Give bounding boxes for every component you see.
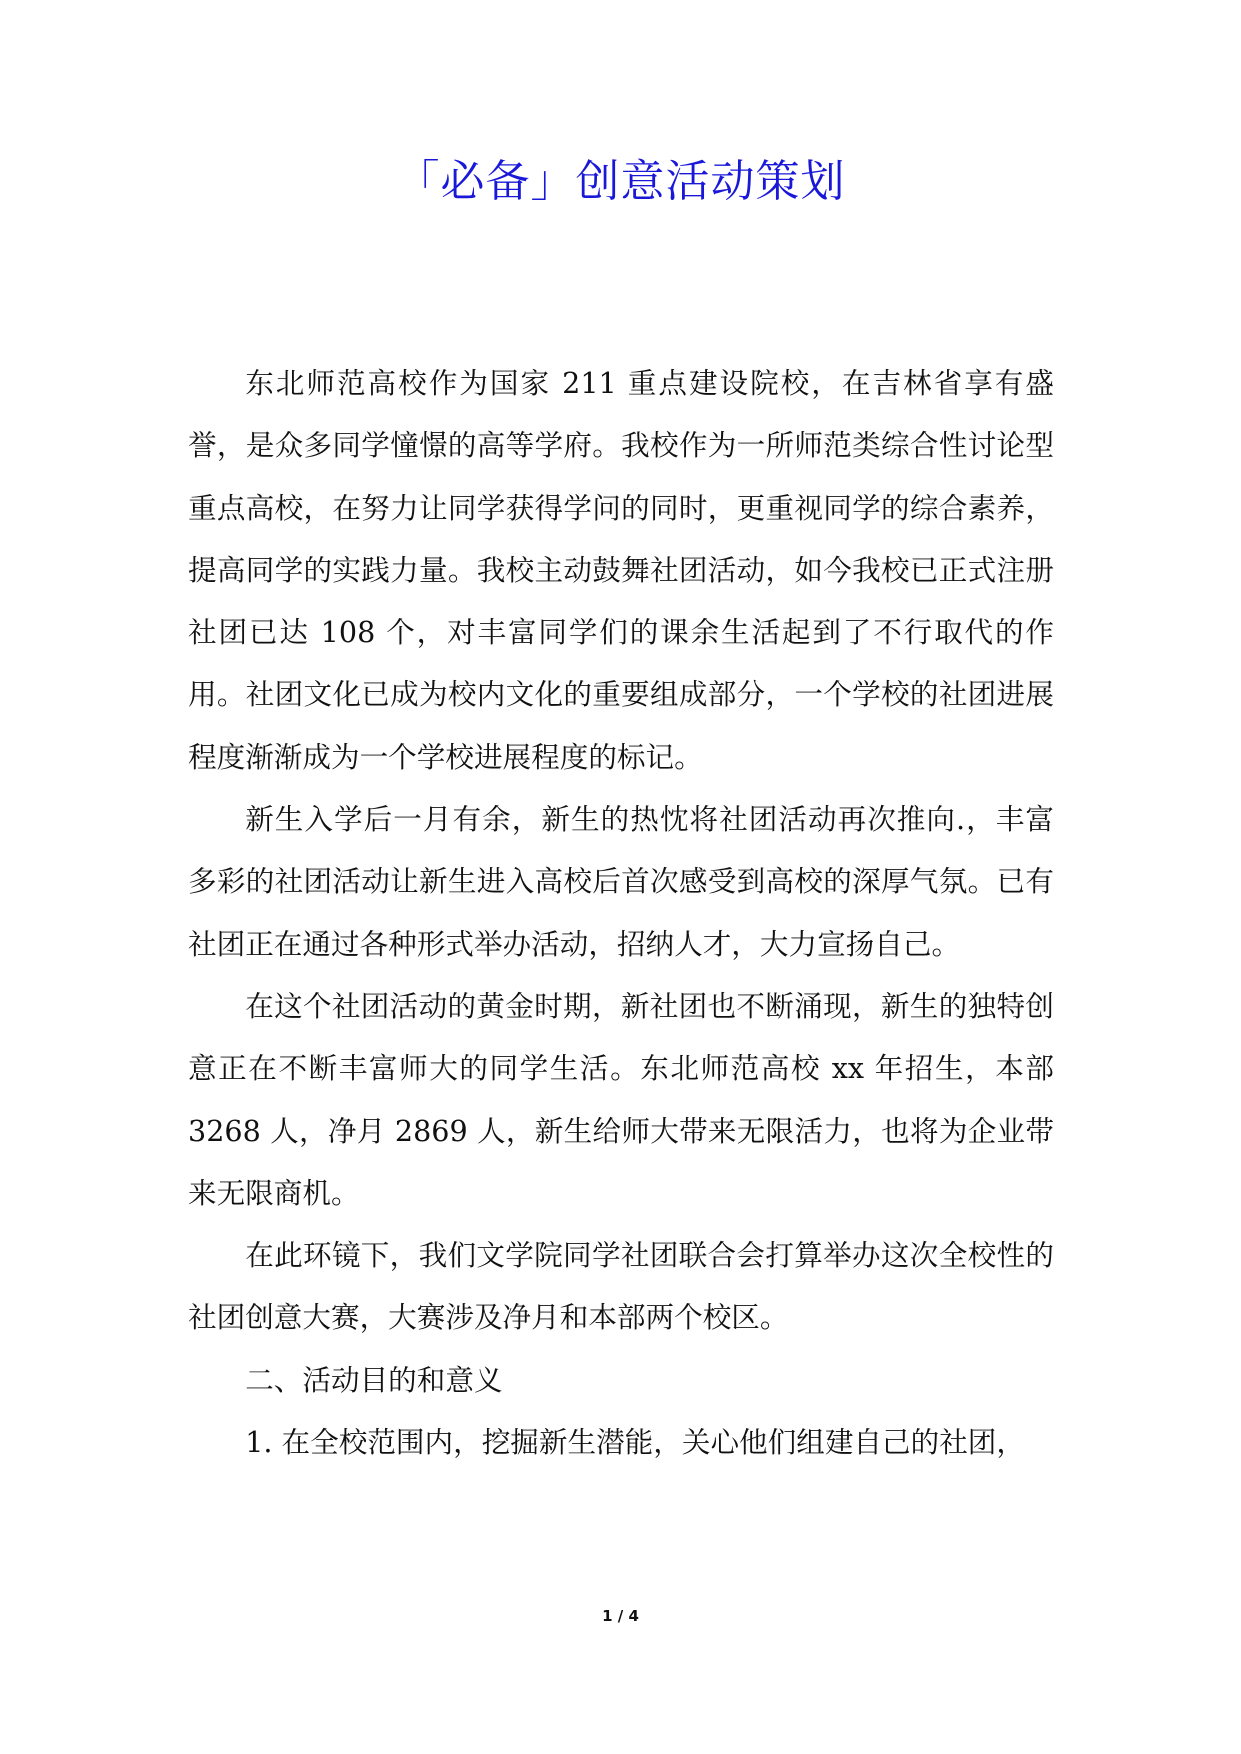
section-heading-purpose: 二、活动目的和意义 <box>245 1362 503 1397</box>
page-number: 1 / 4 <box>602 1607 639 1625</box>
paragraph-new-students: 新生入学后一月有余，新生的热忱将社团活动再次推向.，丰富多彩的社团活动让新生进入高校后首次感受到高校的深厚气氛。已有社团正在通过各种形式举办活动，招纳人才，大力宣扬自己。 <box>188 802 1054 961</box>
list-item-1: 1. 在全校范围内，挖掘新生潜能，关心他们组建自己的社团， <box>245 1425 1025 1460</box>
document-title: 「必备」创意活动策划 <box>395 156 846 207</box>
paragraph-intro: 东北师范高校作为国家 211 重点建设院校，在吉林省享有盛誉，是众多同学憧憬的高等学府。我校作为一所师范类综合性讨论型重点高校，在努力让同学获得学问的同时，更重视同学的综合素养，提高同学的实践力量。我校主动鼓舞社团活动，如今我校已正式注册社团已达 108 个，对丰富同学们的课余生活起到了不行取代的作用。社团文化已成为校内文化的重要组成部分，一个学校的社团进展程度渐渐成为一个学校进展程度的标记。 <box>188 366 1054 774</box>
paragraph-competition: 在此环镜下，我们文学院同学社团联合会打算举办这次全校性的社团创意大赛，大赛涉及净月和本部两个校区。 <box>188 1238 1054 1335</box>
paragraph-golden-period: 在这个社团活动的黄金时期，新社团也不断涌现，新生的独特创意正在不断丰富师大的同学生活。东北师范高校 xx 年招生，本部 3268 人，净月 2869 人，新生给师大带来无限活力，也将为企业带来无限商机。 <box>188 988 1054 1210</box>
document-body <box>188 352 1054 1473</box>
